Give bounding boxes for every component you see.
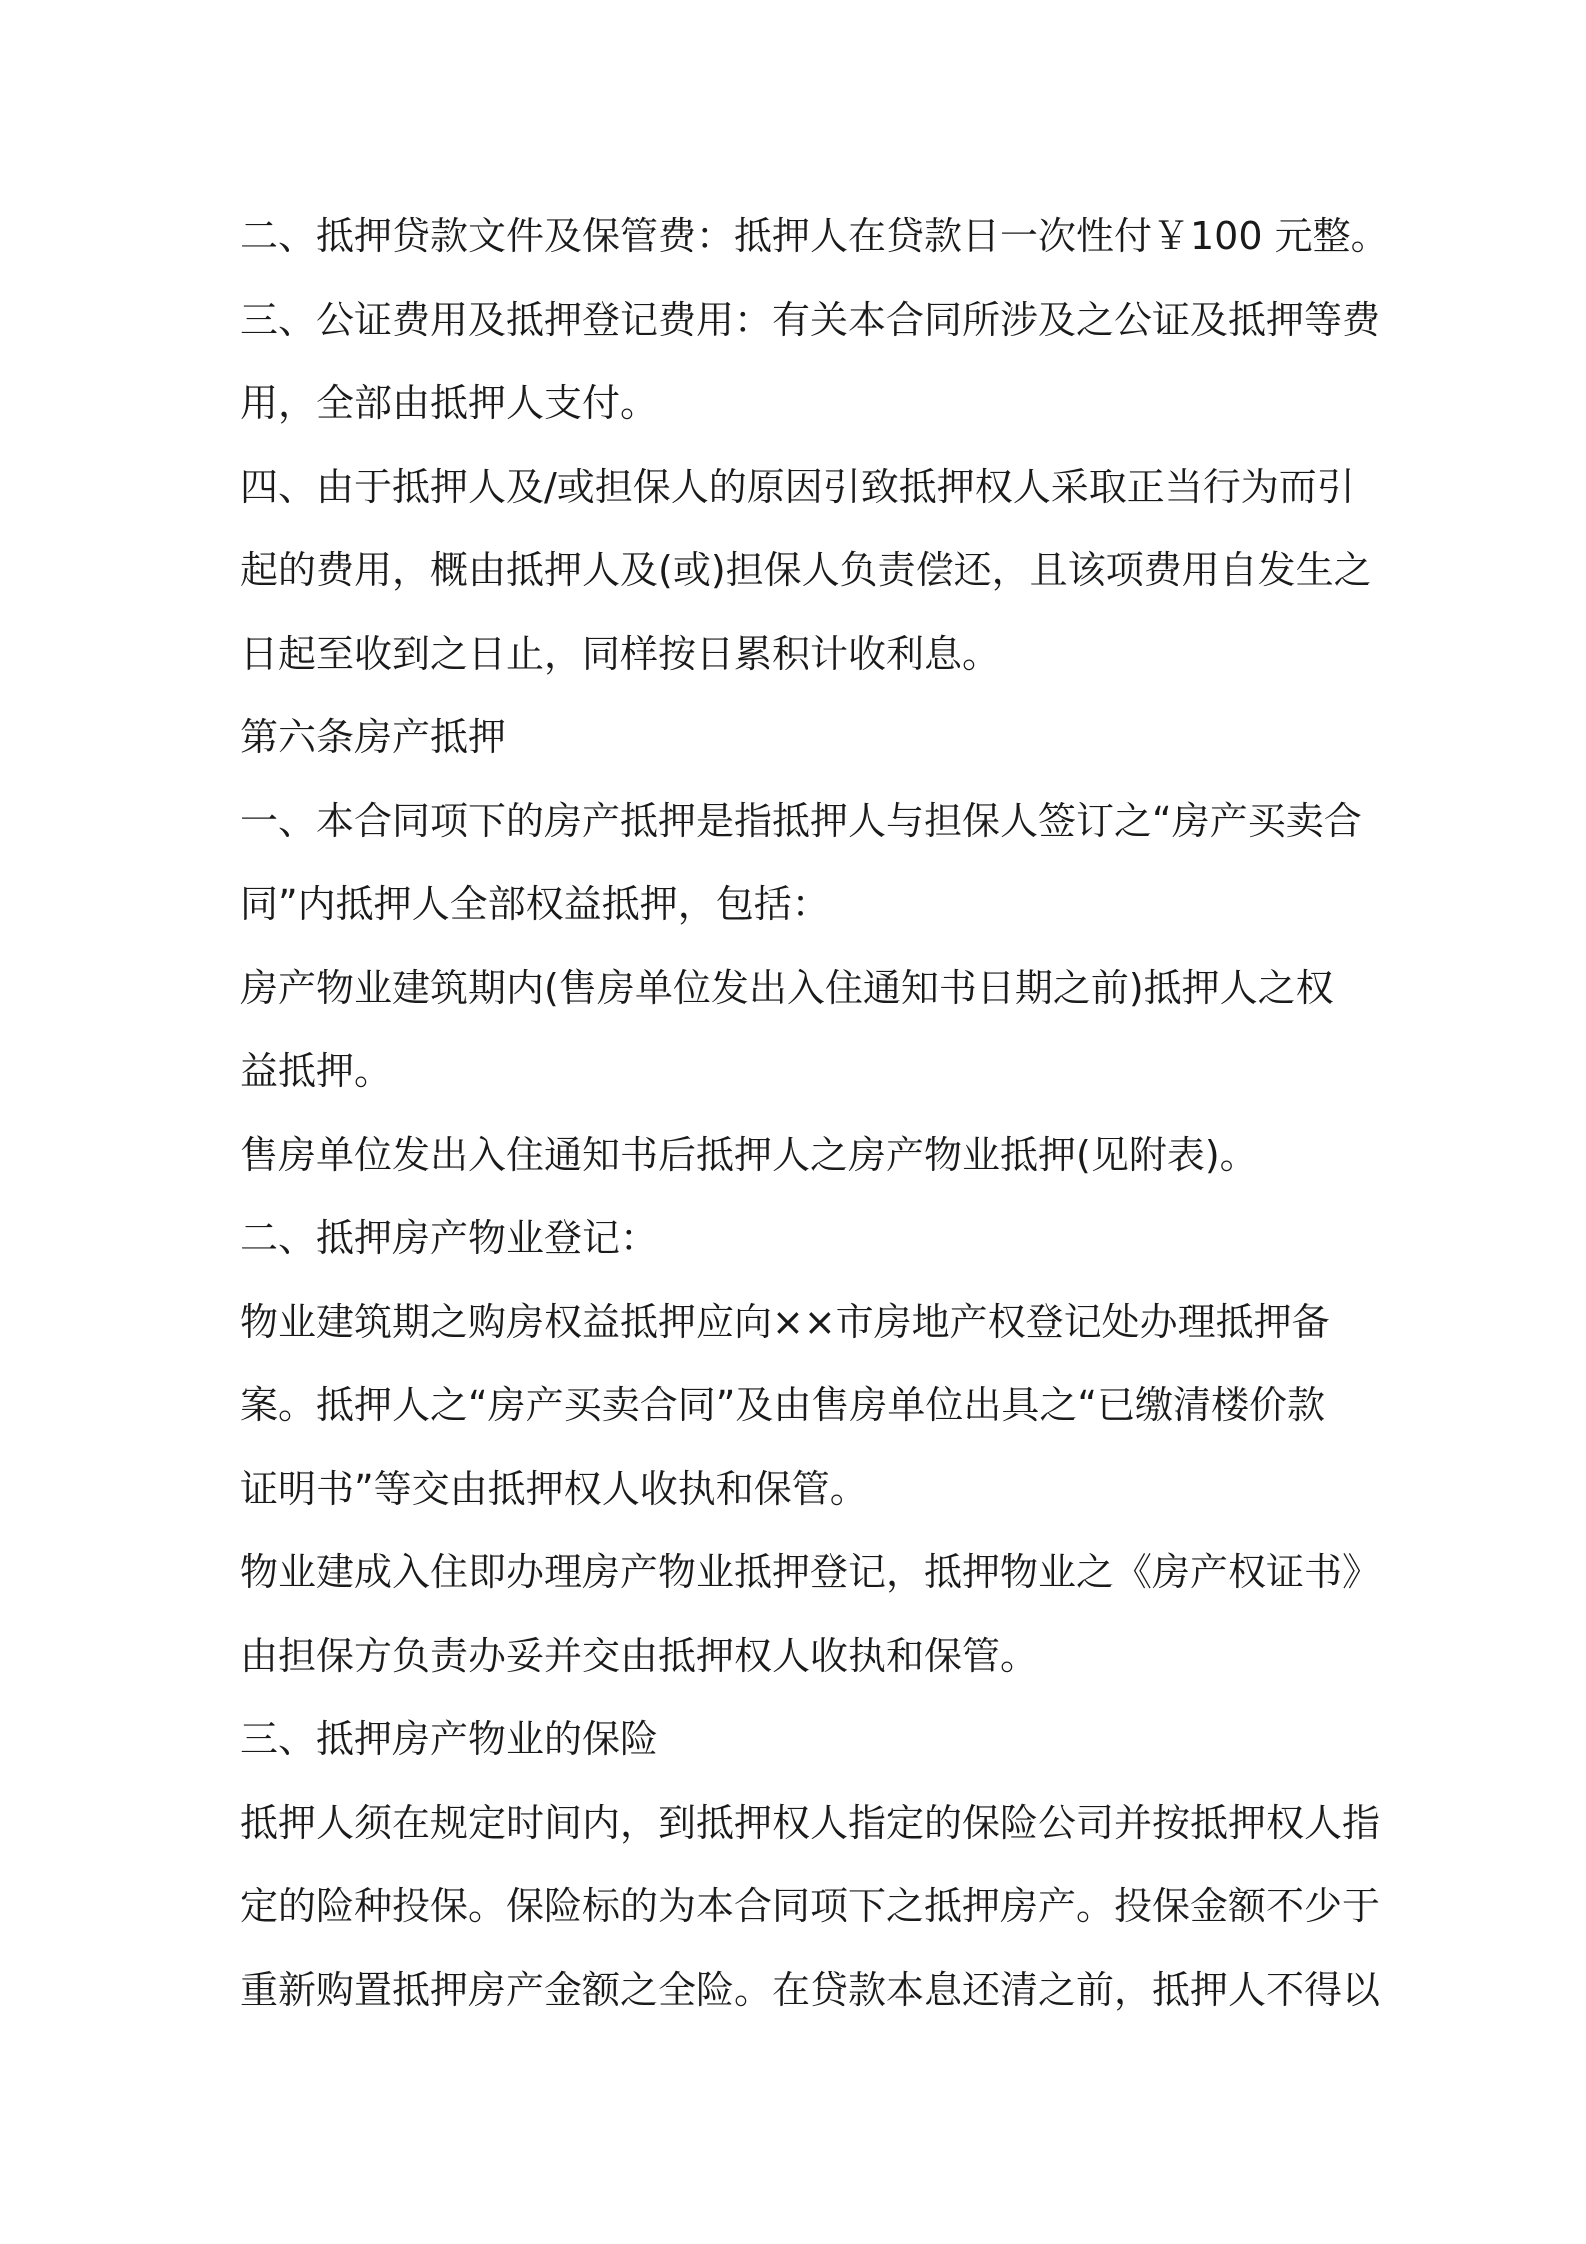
- text-line: 一、本合同项下的房产抵押是指抵押人与担保人签订之“房产买卖合: [240, 798, 1362, 843]
- text-line: 由担保方负责办妥并交由抵押权人收执和保管。: [240, 1633, 1039, 1678]
- text-line: 案。抵押人之“房产买卖合同”及由售房单位出具之“已缴清楼价款: [240, 1383, 1326, 1427]
- section-heading: 第六条房产抵押: [240, 715, 507, 759]
- text-line: 日起至收到之日止，同样按日累积计收利息。: [240, 631, 1001, 676]
- text-line: 物业建成入住即办理房产物业抵押登记，抵押物业之《房产权证书》: [240, 1550, 1381, 1594]
- text-line: 二、抵押贷款文件及保管费：抵押人在贷款日一次性付￥100 元整。: [240, 214, 1389, 258]
- text-line: 三、公证费用及抵押登记费用：有关本合同所涉及之公证及抵押等费: [240, 297, 1381, 342]
- text-line: 抵押人须在规定时间内，到抵押权人指定的保险公司并按抵押权人指: [240, 1800, 1381, 1845]
- text-line: 四、由于抵押人及/或担保人的原因引致抵押权人采取正当行为而引: [240, 464, 1355, 509]
- text-line: 同”内抵押人全部权益抵押，包括：: [240, 882, 830, 926]
- text-line: 用，全部由抵押人支付。: [240, 381, 659, 425]
- text-line: 售房单位发出入住通知书后抵押人之房产物业抵押(见附表)。: [240, 1132, 1258, 1177]
- text-line: 证明书”等交由抵押权人收执和保管。: [240, 1466, 868, 1511]
- text-line: 物业建筑期之购房权益抵押应向××市房地产权登记处办理抵押备: [240, 1299, 1330, 1344]
- text-line: 定的险种投保。保险标的为本合同项下之抵押房产。投保金额不少于: [240, 1884, 1381, 1928]
- document-body: [240, 195, 1389, 2032]
- text-line: 起的费用，概由抵押人及(或)担保人负责偿还，且该项费用自发生之: [240, 548, 1372, 592]
- text-line: 益抵押。: [240, 1049, 393, 1093]
- text-line: 重新购置抵押房产金额之全险。在贷款本息还清之前，抵押人不得以: [240, 1967, 1381, 2012]
- text-line: 房产物业建筑期内(售房单位发出入住通知书日期之前)抵押人之权: [240, 965, 1334, 1010]
- text-line: 三、抵押房产物业的保险: [240, 1717, 659, 1761]
- text-line: 二、抵押房产物业登记：: [240, 1216, 659, 1260]
